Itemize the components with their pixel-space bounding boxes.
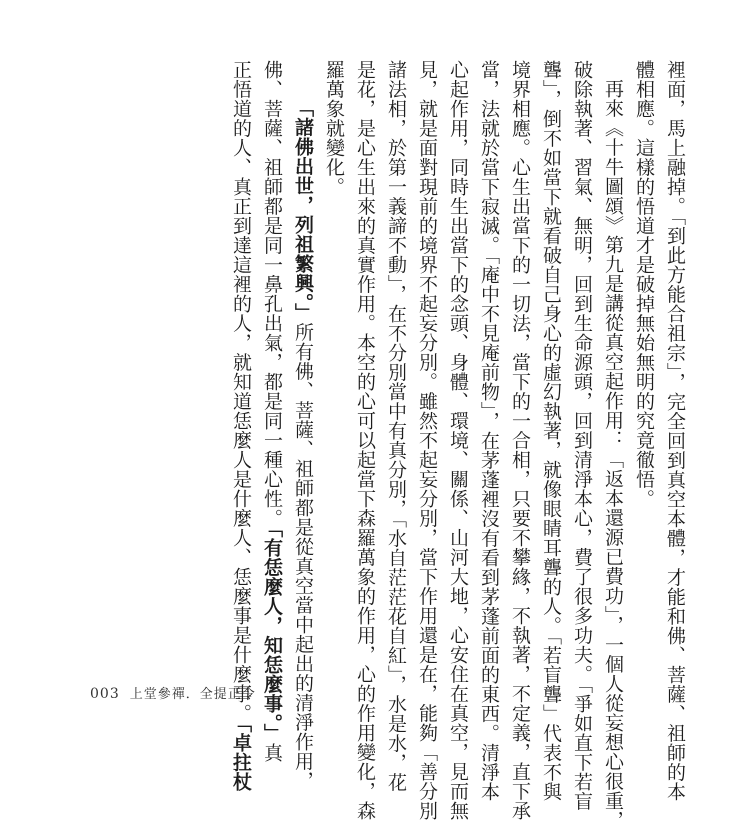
- column-text: 裡面，馬上融掉。「到此方能合祖宗」，完全回到真空本體，才能和佛、菩薩、祖師的本: [664, 60, 686, 802]
- text-column-13-paragraph-start: [287, 60, 318, 791]
- quoted-verse: 「諸佛出世，列祖繁興。」: [292, 98, 314, 323]
- text-column-11: [349, 60, 380, 821]
- column-text: 心起作用，同時生出當下的念頭、身體、環境、關係、山河大地，心安住在真空，見而無: [447, 60, 469, 821]
- page-number: 003: [90, 686, 120, 702]
- column-text: 再來《十牛圖頌》第九是講從真空起作用：「返本還源已費功」，一個人從妄想心很重，: [602, 79, 624, 830]
- column-text: 聾」，倒不如當下就看破自己身心的虛幻執著，就像眼睛耳聾的人。「若盲聾」代表不與: [540, 60, 562, 802]
- text-column-4: [566, 60, 597, 811]
- column-text: 羅萬象就變化。: [323, 60, 345, 197]
- text-column-5: [535, 60, 566, 802]
- quoted-verse: 「有恁麼人，知恁麼事。」: [261, 528, 283, 743]
- page-footer: [90, 683, 256, 702]
- text-column-14: [256, 60, 287, 763]
- text-column-12: [318, 60, 349, 660]
- column-text: 當，法就於當下寂滅。「庵中不見庵前物」，在茅蓬裡沒有看到茅蓬前面的東西。清淨本: [478, 60, 500, 802]
- text-column-1: [659, 60, 690, 802]
- column-text: 佛、菩薩、祖師都是同一鼻孔出氣，都是同一種心性。: [261, 60, 283, 528]
- text-column-3-paragraph-start: [597, 60, 628, 830]
- text-column-8: [442, 60, 473, 821]
- column-text: 體相應。這樣的悟道才是破掉無始無明的究竟徹悟。: [633, 60, 655, 509]
- running-title: 上堂參禪．全提正令: [129, 687, 256, 702]
- text-column-15: [225, 60, 256, 792]
- column-text: 諸法相，於第一義諦不動」，在不分別當中有真分別，「水自茫茫花自紅」，水是水，花: [385, 60, 407, 792]
- text-column-7: [473, 60, 504, 802]
- column-text: 正悟道的人、真正到達這裡的人，就知道恁麼人是什麼人、恁麼事是什麼事。: [230, 60, 252, 723]
- column-text: 是花，是心生出來的真實作用。本空的心可以起當下森羅萬象的作用，心的作用變化，森: [354, 60, 376, 821]
- column-text: 境界相應。心生出當下的一切法，當下的一合相，只要不攀緣，不執著，不定義，直下承: [509, 60, 531, 821]
- column-text: 破除執著、習氣、無明，回到生命源頭，回到清淨本心，費了很多功夫。「爭如直下若盲: [571, 60, 593, 811]
- column-text-tail: 真: [261, 743, 283, 763]
- quoted-verse: 「卓拄杖: [230, 723, 252, 792]
- column-text: 所有佛、菩薩、祖師都是從真空當中起出的清淨作用，: [292, 322, 314, 791]
- column-text: 見，就是面對現前的境界不起妄分別。雖然不起妄分別，當下作用還是在，能夠「善分別: [416, 60, 438, 821]
- text-column-10: [380, 60, 411, 792]
- text-column-2: [628, 60, 659, 660]
- text-column-6: [504, 60, 535, 821]
- text-column-9: [411, 60, 442, 821]
